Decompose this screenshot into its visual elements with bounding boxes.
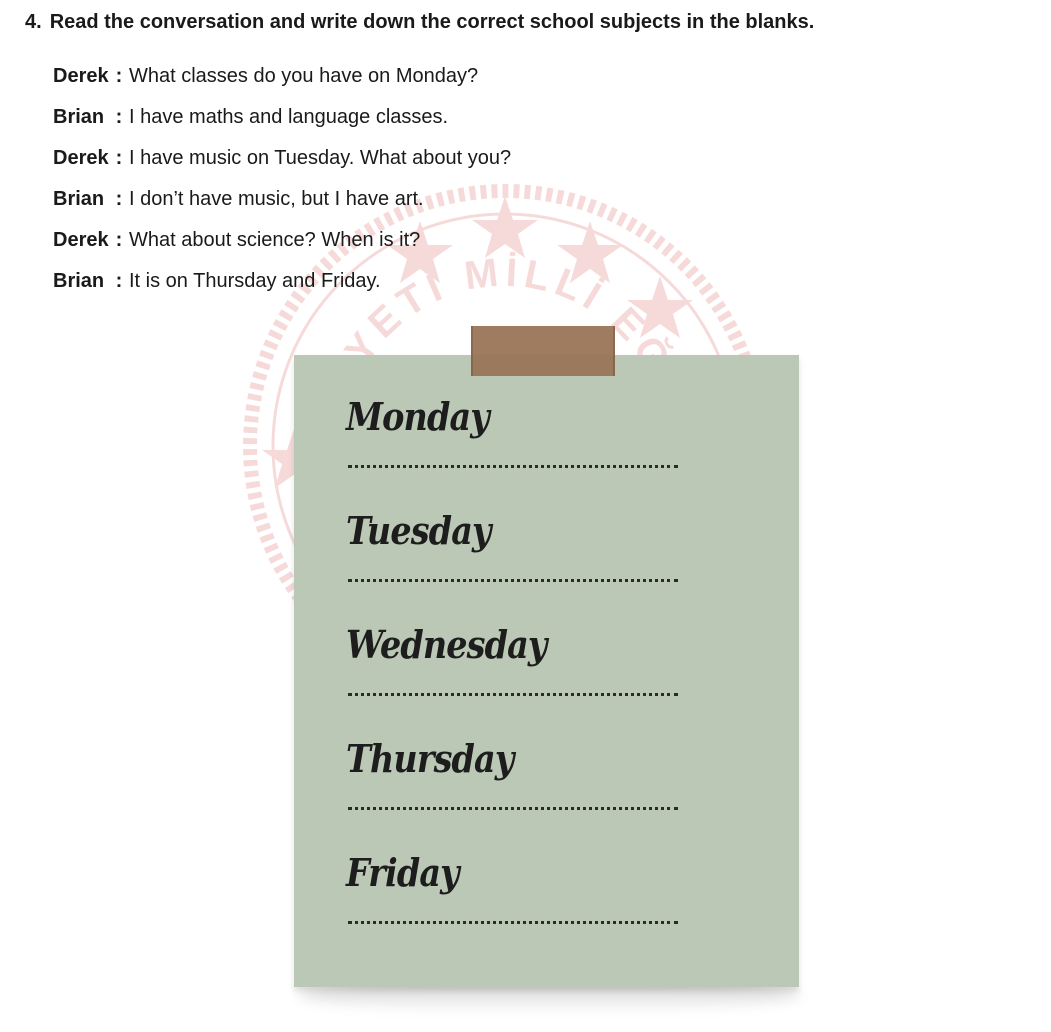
question-heading (25, 11, 814, 34)
speaker-colon: : (115, 65, 123, 87)
day-label: Wednesday (346, 622, 547, 667)
speaker-name: Derek (53, 229, 109, 251)
day-label: Friday (346, 850, 459, 895)
speaker-colon: : (115, 147, 123, 169)
schedule-note (294, 355, 799, 987)
answer-blank-friday[interactable] (348, 921, 678, 924)
speaker-colon: : (115, 188, 123, 210)
day-label: Thursday (346, 736, 514, 781)
speaker-name: Brian (53, 188, 105, 210)
speaker-colon: : (115, 229, 123, 251)
answer-blank-wednesday[interactable] (348, 693, 678, 696)
question-number: 4. (25, 11, 42, 33)
day-friday (346, 851, 686, 895)
question-text: Read the conversation and write down the correct school subjects in the blanks. (49, 11, 815, 33)
answer-blank-monday[interactable] (348, 465, 678, 468)
speaker-name: Derek (53, 65, 109, 87)
speaker-name: Brian (53, 106, 105, 128)
day-label: Tuesday (346, 508, 491, 553)
dialogue-line (53, 63, 511, 104)
day-wednesday (346, 623, 686, 667)
day-label: Monday (346, 394, 489, 439)
day-thursday (346, 737, 686, 781)
watermark-text: YETİ MİLLİ E (336, 250, 658, 373)
conversation (53, 63, 511, 309)
utterance: What classes do you have on Monday? (129, 65, 479, 87)
speaker-name: Derek (53, 147, 109, 169)
dialogue-line (53, 145, 511, 186)
dialogue-line (53, 227, 511, 268)
answer-blank-thursday[interactable] (348, 807, 678, 810)
dialogue-line (53, 104, 511, 145)
utterance: I have maths and language classes. (129, 106, 449, 128)
speaker-colon: : (115, 106, 123, 128)
utterance: What about science? When is it? (129, 229, 421, 251)
day-monday (346, 395, 686, 439)
masking-tape (471, 326, 615, 376)
speaker-colon: : (115, 270, 123, 292)
answer-blank-tuesday[interactable] (348, 579, 678, 582)
utterance: I have music on Tuesday. What about you? (129, 147, 512, 169)
utterance: It is on Thursday and Friday. (129, 270, 381, 292)
day-tuesday (346, 509, 686, 553)
utterance: I don’t have music, but I have art. (129, 188, 424, 210)
dialogue-line (53, 186, 511, 227)
speaker-name: Brian (53, 270, 105, 292)
dialogue-line (53, 268, 511, 309)
